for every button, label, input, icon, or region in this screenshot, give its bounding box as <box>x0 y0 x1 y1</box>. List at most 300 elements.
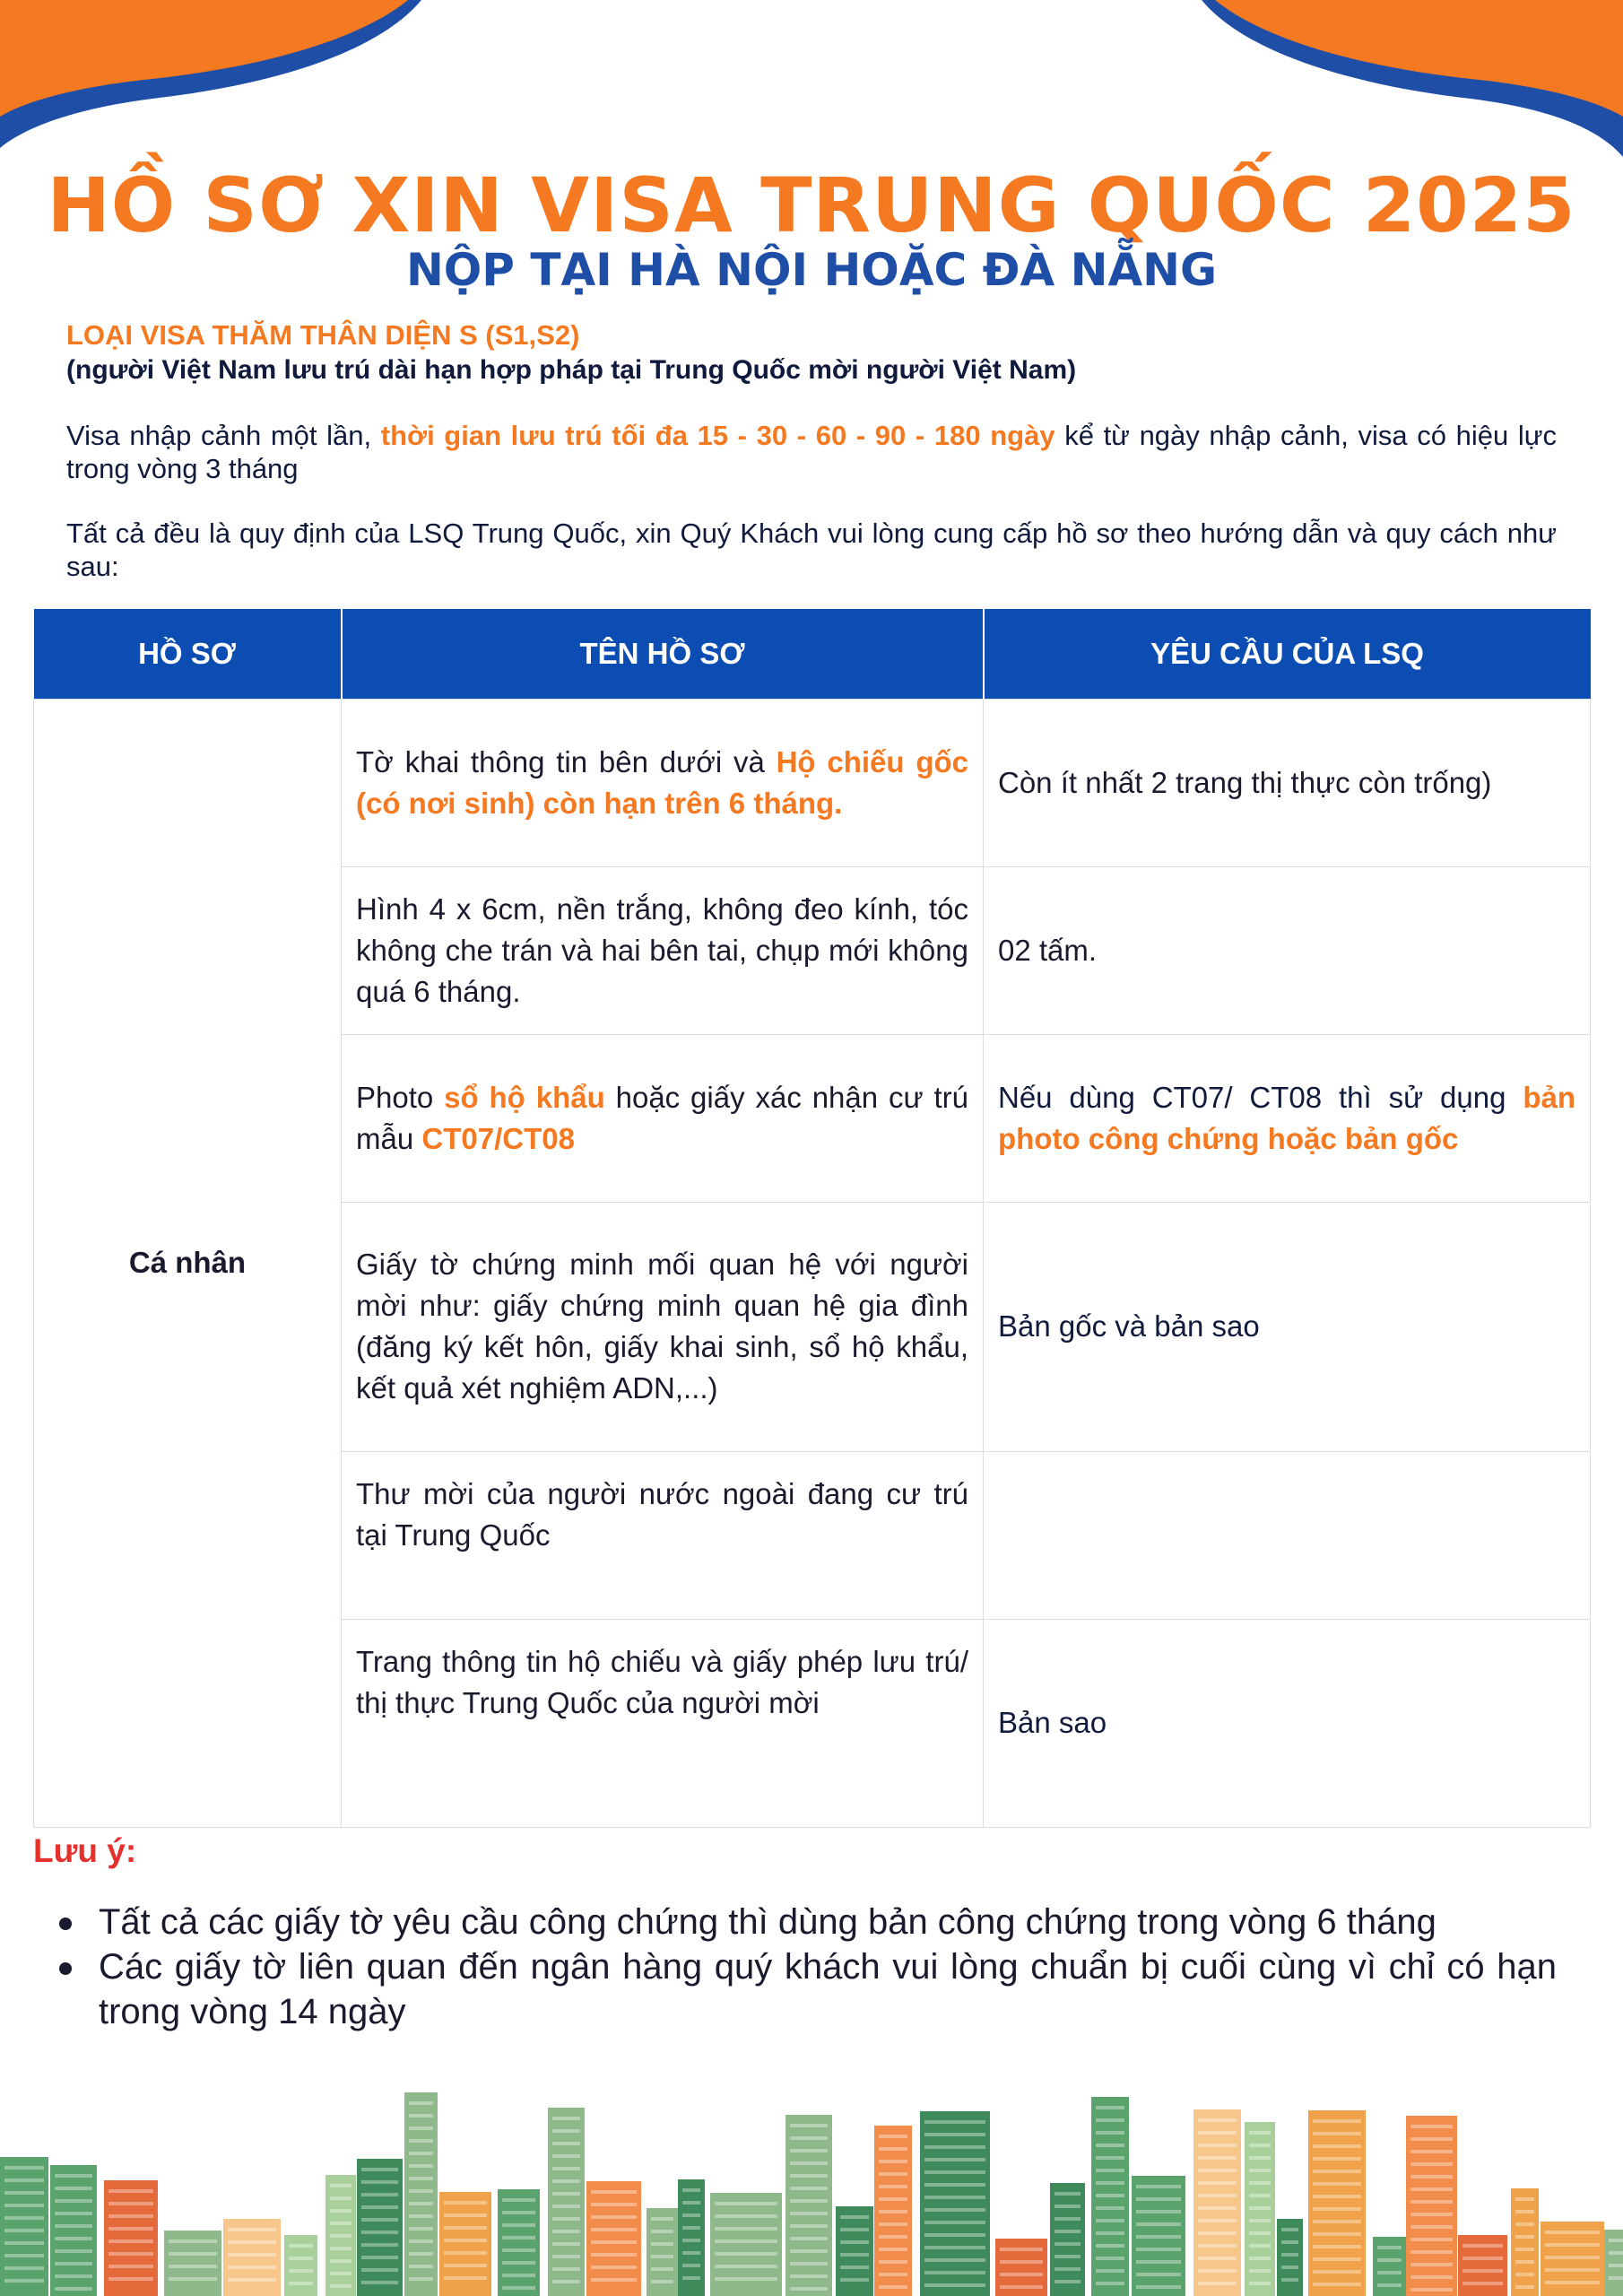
skyline-window <box>1096 2257 1124 2260</box>
skyline-window <box>591 2240 637 2244</box>
skyline-window <box>409 2152 433 2155</box>
skyline-window <box>55 2287 92 2291</box>
skyline-window <box>1281 2253 1298 2257</box>
requirement-text: Nếu dùng CT07/ CT08 thì sử dụng <box>998 1080 1523 1114</box>
skyline-window <box>924 2246 985 2249</box>
skyline-window <box>790 2287 828 2291</box>
skyline-window <box>1198 2244 1237 2248</box>
skyline-window <box>840 2215 869 2219</box>
list-item: Các giấy tờ liên quan đến ngân hàng quý khách vui lòng chuẩn bị cuối cùng vì chỉ có hạn trong vòng 14 ngày <box>54 1944 1557 2034</box>
skyline-window <box>1410 2175 1453 2179</box>
skyline-window <box>169 2239 217 2243</box>
skyline-window <box>502 2236 535 2239</box>
skyline-window <box>715 2252 777 2256</box>
skyline-window <box>715 2214 777 2218</box>
skyline-window <box>1198 2231 1237 2235</box>
skyline-window <box>879 2260 907 2264</box>
doc-name-period: . <box>834 786 843 820</box>
skyline-window <box>840 2240 869 2244</box>
skyline-window <box>552 2267 580 2271</box>
skyline-window <box>1462 2269 1503 2273</box>
skyline-window <box>1096 2244 1124 2248</box>
skyline-window <box>55 2212 92 2215</box>
list-item: Tất cả các giấy tờ yêu cầu công chứng thì dùng bản công chứng trong vòng 6 tháng <box>54 1900 1557 1944</box>
skyline-window <box>330 2222 352 2225</box>
skyline-window <box>228 2253 276 2257</box>
skyline-window <box>55 2224 92 2228</box>
city-skyline-illustration <box>0 2081 1623 2296</box>
skyline-window <box>409 2277 433 2281</box>
skyline-window <box>790 2237 828 2240</box>
skyline-window <box>1377 2246 1402 2249</box>
skyline-window <box>552 2242 580 2246</box>
skyline-window <box>444 2276 487 2280</box>
notes-title: Lưu ý: <box>33 1832 137 1869</box>
skyline-window <box>444 2264 487 2267</box>
skyline-window <box>1096 2231 1124 2235</box>
skyline-window <box>682 2264 700 2267</box>
skyline-window <box>1055 2255 1081 2258</box>
doc-name-text: hoặc giấy xác nhận cư trú mẫu <box>356 1080 968 1155</box>
skyline-window <box>1545 2231 1600 2234</box>
skyline-window <box>361 2193 398 2196</box>
skyline-window <box>4 2229 44 2232</box>
skyline-window <box>879 2135 907 2138</box>
skyline-window <box>1249 2231 1271 2235</box>
skyline-window <box>552 2154 580 2158</box>
skyline-window <box>1198 2194 1237 2197</box>
skyline-window <box>840 2278 869 2282</box>
skyline-window <box>715 2265 777 2268</box>
skyline-window <box>1515 2235 1534 2239</box>
skyline-window <box>552 2205 580 2208</box>
skyline-window <box>1249 2181 1271 2185</box>
skyline-window <box>1249 2269 1271 2273</box>
skyline-window <box>924 2221 985 2224</box>
skyline-window <box>715 2277 777 2281</box>
skyline-window <box>1198 2282 1237 2285</box>
skyline-window <box>361 2218 398 2222</box>
skyline-window <box>1136 2285 1181 2289</box>
skyline-window <box>1198 2257 1237 2260</box>
skyline-building <box>498 2189 540 2296</box>
skyline-window <box>790 2224 828 2228</box>
skyline-window <box>1096 2144 1124 2147</box>
skyline-window <box>591 2266 637 2269</box>
skyline-window <box>715 2227 777 2231</box>
skyline-window <box>4 2241 44 2245</box>
requirement-cell: Bản gốc và bản sao <box>984 1202 1591 1451</box>
skyline-window <box>1198 2206 1237 2210</box>
skyline-window <box>682 2188 700 2192</box>
doc-name-highlight: CT07/CT08 <box>421 1121 575 1155</box>
requirement-cell: Còn ít nhất 2 trang thị thực còn trống) <box>984 699 1591 866</box>
skyline-window <box>790 2124 828 2127</box>
skyline-window <box>1000 2285 1043 2289</box>
skyline-window <box>552 2167 580 2170</box>
skyline-window <box>924 2208 985 2212</box>
visa-type-heading: LOẠI VISA THĂM THÂN DIỆN S (S1,S2) <box>66 319 580 351</box>
skyline-window <box>924 2283 985 2287</box>
skyline-window <box>502 2286 535 2290</box>
skyline-window <box>1136 2235 1181 2239</box>
skyline-window <box>409 2227 433 2231</box>
skyline-window <box>289 2282 313 2285</box>
skyline-window <box>108 2252 153 2256</box>
skyline-window <box>879 2172 907 2176</box>
skyline-window <box>591 2203 637 2206</box>
skyline-window <box>361 2268 398 2272</box>
skyline-window <box>879 2273 907 2276</box>
skyline-window <box>1198 2156 1237 2160</box>
skyline-window <box>879 2222 907 2226</box>
skyline-window <box>1410 2275 1453 2279</box>
skyline-window <box>1515 2260 1534 2264</box>
requirement-cell: 02 tấm. <box>984 866 1591 1034</box>
skyline-window <box>682 2251 700 2255</box>
skyline-window <box>361 2168 398 2171</box>
skyline-window <box>1410 2187 1453 2191</box>
skyline-window <box>924 2158 985 2161</box>
skyline-window <box>409 2202 433 2205</box>
skyline-window <box>682 2213 700 2217</box>
skyline-window <box>55 2262 92 2266</box>
skyline-window <box>4 2266 44 2270</box>
skyline-window <box>1096 2219 1124 2222</box>
skyline-window <box>1055 2242 1081 2246</box>
skyline-window <box>108 2227 153 2231</box>
skyline-window <box>1313 2207 1361 2211</box>
skyline-window <box>1198 2181 1237 2185</box>
skyline-building <box>1193 2109 1241 2296</box>
skyline-window <box>361 2281 398 2284</box>
skyline-window <box>552 2255 580 2258</box>
skyline-window <box>1198 2131 1237 2135</box>
skyline-window <box>682 2276 700 2280</box>
skyline-window <box>4 2166 44 2170</box>
skyline-window <box>552 2179 580 2183</box>
skyline-window <box>879 2285 907 2289</box>
skyline-window <box>790 2136 828 2140</box>
skyline-window <box>1410 2125 1453 2128</box>
skyline-window <box>1249 2131 1271 2135</box>
skyline-window <box>330 2209 352 2213</box>
skyline-window <box>591 2253 637 2257</box>
document-name-cell: Trang thông tin hộ chiếu và giấy phép lưu trú/ thị thực Trung Quốc của người mời <box>342 1619 984 1827</box>
header-decoration <box>0 0 1623 179</box>
skyline-window <box>4 2279 44 2283</box>
skyline-window <box>330 2284 352 2288</box>
skyline-window <box>591 2228 637 2231</box>
skyline-window <box>1313 2182 1361 2186</box>
skyline-window <box>840 2253 869 2257</box>
skyline-window <box>361 2256 398 2259</box>
skyline-window <box>55 2237 92 2240</box>
skyline-window <box>1515 2273 1534 2276</box>
skyline-window <box>409 2164 433 2168</box>
skyline-window <box>715 2239 777 2243</box>
skyline-window <box>1515 2222 1534 2226</box>
skyline-window <box>409 2252 433 2256</box>
page-subtitle: NỘP TẠI HÀ NỘI HOẶC ĐÀ NẴNG <box>405 244 1218 296</box>
skyline-window <box>444 2251 487 2255</box>
skyline-window <box>1198 2144 1237 2147</box>
skyline-window <box>924 2196 985 2199</box>
requirement-cell <box>984 1034 1591 1202</box>
skyline-building <box>357 2159 403 2296</box>
skyline-window <box>924 2271 985 2274</box>
skyline-window <box>1055 2205 1081 2208</box>
skyline-building <box>1373 2237 1406 2296</box>
skyline-window <box>1136 2248 1181 2251</box>
skyline-window <box>330 2184 352 2187</box>
skyline-window <box>552 2280 580 2283</box>
skyline-window <box>1313 2220 1361 2223</box>
column-header-requirement: YÊU CẦU CỦA LSQ <box>984 609 1591 699</box>
skyline-building <box>920 2111 990 2296</box>
skyline-window <box>879 2248 907 2251</box>
skyline-window <box>924 2233 985 2237</box>
skyline-window <box>1609 2264 1623 2267</box>
document-name-cell: Hình 4 x 6cm, nền trắng, không đeo kính, tóc không che trán và hai bên tai, chụp mới không quá 6 tháng. <box>342 866 984 1034</box>
skyline-window <box>444 2213 487 2217</box>
skyline-building <box>836 2206 873 2296</box>
skyline-window <box>1515 2248 1534 2251</box>
skyline-window <box>108 2265 153 2268</box>
skyline-window <box>879 2210 907 2213</box>
skyline-window <box>1055 2192 1081 2196</box>
skyline-building <box>1511 2188 1539 2296</box>
skyline-window <box>1281 2240 1298 2244</box>
skyline-window <box>1281 2228 1298 2231</box>
skyline-window <box>552 2230 580 2233</box>
skyline-window <box>108 2189 153 2193</box>
skyline-window <box>1096 2106 1124 2109</box>
skyline-window <box>591 2190 637 2194</box>
skyline-window <box>1249 2169 1271 2172</box>
skyline-window <box>1249 2144 1271 2147</box>
skyline-window <box>1313 2257 1361 2261</box>
skyline-window <box>682 2226 700 2230</box>
skyline-window <box>409 2114 433 2118</box>
skyline-window <box>108 2214 153 2218</box>
table-header-row <box>34 609 1591 699</box>
skyline-window <box>651 2267 673 2271</box>
skyline-window <box>1055 2267 1081 2271</box>
skyline-window <box>1313 2270 1361 2274</box>
skyline-window <box>552 2142 580 2145</box>
skyline-window <box>228 2266 276 2269</box>
category-cell: Cá nhân <box>34 699 342 1827</box>
skyline-window <box>879 2147 907 2151</box>
visa-validity-paragraph <box>66 419 1557 485</box>
skyline-window <box>169 2277 217 2281</box>
skyline-window <box>840 2266 869 2269</box>
skyline-window <box>1096 2156 1124 2160</box>
skyline-window <box>790 2212 828 2215</box>
skyline-window <box>1249 2206 1271 2210</box>
skyline-window <box>924 2145 985 2149</box>
skyline-window <box>879 2235 907 2239</box>
validity-text-b: kể từ ngày nhập cảnh, visa có hiệu lực trong vòng 3 tháng <box>66 420 1558 484</box>
skyline-window <box>444 2239 487 2242</box>
skyline-window <box>1313 2232 1361 2236</box>
table-row <box>34 699 1591 866</box>
skyline-building <box>1308 2110 1366 2296</box>
skyline-window <box>4 2204 44 2207</box>
skyline-window <box>108 2239 153 2243</box>
doc-name-text: Tờ khai thông tin bên dưới và <box>356 744 777 778</box>
skyline-window <box>1198 2269 1237 2273</box>
skyline-window <box>1198 2169 1237 2172</box>
skyline-window <box>289 2269 313 2273</box>
skyline-window <box>1096 2181 1124 2185</box>
skyline-window <box>1313 2170 1361 2173</box>
skyline-window <box>840 2228 869 2231</box>
skyline-window <box>1410 2200 1453 2204</box>
skyline-window <box>330 2234 352 2238</box>
skyline-window <box>552 2117 580 2120</box>
skyline-window <box>4 2179 44 2182</box>
skyline-building <box>0 2157 48 2296</box>
skyline-window <box>1096 2206 1124 2210</box>
skyline-building <box>785 2115 832 2296</box>
document-name-cell <box>342 699 984 866</box>
skyline-window <box>409 2101 433 2105</box>
skyline-window <box>1515 2197 1534 2201</box>
skyline-window <box>1096 2131 1124 2135</box>
skyline-window <box>552 2129 580 2133</box>
skyline-window <box>55 2249 92 2253</box>
skyline-window <box>1410 2162 1453 2166</box>
skyline-window <box>55 2274 92 2278</box>
skyline-window <box>1096 2194 1124 2197</box>
skyline-window <box>228 2228 276 2231</box>
skyline-window <box>1462 2282 1503 2285</box>
skyline-window <box>289 2244 313 2248</box>
document-name-cell: Giấy tờ chứng minh mối quan hệ với người mời như: giấy chứng minh quan hệ gia đình (đăng ký kết hôn, giấy khai sinh, sổ hộ khẩu, kết quả xét nghiệm ADN,...) <box>342 1202 984 1451</box>
document-name-cell: Thư mời của người nước ngoài đang cư trú tại Trung Quốc <box>342 1451 984 1619</box>
skyline-window <box>108 2202 153 2205</box>
skyline-window <box>1313 2132 1361 2135</box>
skyline-window <box>444 2201 487 2205</box>
skyline-window <box>790 2199 828 2203</box>
skyline-window <box>55 2174 92 2178</box>
skyline-window <box>502 2198 535 2202</box>
skyline-window <box>1377 2258 1402 2262</box>
skyline-window <box>409 2139 433 2143</box>
skyline-window <box>55 2199 92 2203</box>
skyline-window <box>1096 2118 1124 2122</box>
skyline-window <box>1313 2245 1361 2248</box>
skyline-window <box>1545 2243 1600 2247</box>
skyline-window <box>1249 2257 1271 2260</box>
skyline-window <box>790 2161 828 2165</box>
skyline-window <box>552 2217 580 2221</box>
skyline-window <box>651 2255 673 2258</box>
validity-text-a: Visa nhập cảnh một lần, <box>66 420 381 451</box>
validity-highlight: thời gian lưu trú tối đa 15 - 30 - 60 - 90 - 180 ngày <box>380 420 1055 451</box>
skyline-building <box>439 2192 491 2296</box>
skyline-window <box>1515 2285 1534 2289</box>
skyline-window <box>1313 2283 1361 2286</box>
skyline-window <box>1545 2256 1600 2259</box>
skyline-window <box>1000 2248 1043 2251</box>
requirement-cell <box>984 1451 1591 1619</box>
skyline-window <box>1136 2210 1181 2213</box>
skyline-window <box>502 2274 535 2277</box>
skyline-window <box>1313 2195 1361 2198</box>
skyline-window <box>289 2257 313 2260</box>
doc-name-highlight: sổ hộ khẩu <box>444 1080 605 1114</box>
skyline-window <box>108 2277 153 2281</box>
skyline-window <box>651 2230 673 2233</box>
skyline-window <box>651 2280 673 2283</box>
instruction-paragraph: Tất cả đều là quy định của LSQ Trung Quốc, xin Quý Khách vui lòng cung cấp hồ sơ theo hướng dẫn và quy cách như sau: <box>66 517 1557 582</box>
skyline-window <box>1198 2118 1237 2122</box>
skyline-window <box>502 2261 535 2265</box>
skyline-window <box>1410 2288 1453 2292</box>
requirement-highlight: bản photo công chứng hoặc bản gốc <box>998 1080 1575 1155</box>
skyline-window <box>790 2262 828 2266</box>
skyline-window <box>361 2180 398 2184</box>
skyline-window <box>444 2226 487 2230</box>
skyline-window <box>1545 2281 1600 2284</box>
skyline-window <box>1515 2210 1534 2213</box>
skyline-building <box>1050 2183 1085 2296</box>
skyline-window <box>715 2202 777 2205</box>
skyline-window <box>1462 2244 1503 2248</box>
skyline-window <box>1055 2280 1081 2283</box>
skyline-window <box>1249 2156 1271 2160</box>
skyline-window <box>4 2254 44 2257</box>
skyline-window <box>924 2183 985 2187</box>
skyline-window <box>1609 2239 1623 2242</box>
skyline-window <box>409 2265 433 2268</box>
skyline-window <box>1313 2119 1361 2123</box>
document-name-cell <box>342 1034 984 1202</box>
skyline-window <box>1000 2260 1043 2264</box>
skyline-window <box>228 2240 276 2244</box>
requirement-cell: Bản sao <box>984 1619 1591 1827</box>
skyline-window <box>1410 2225 1453 2229</box>
skyline-window <box>409 2239 433 2243</box>
skyline-window <box>1609 2276 1623 2280</box>
skyline-window <box>651 2242 673 2246</box>
skyline-window <box>1249 2194 1271 2197</box>
skyline-window <box>790 2149 828 2152</box>
skyline-window <box>1410 2150 1453 2153</box>
skyline-window <box>1096 2282 1124 2285</box>
skyline-window <box>361 2243 398 2247</box>
skyline-window <box>55 2187 92 2190</box>
skyline-window <box>682 2201 700 2205</box>
skyline-window <box>591 2215 637 2219</box>
skyline-window <box>1136 2197 1181 2201</box>
skyline-window <box>651 2217 673 2221</box>
skyline-window <box>790 2249 828 2253</box>
skyline-window <box>1198 2219 1237 2222</box>
skyline-window <box>502 2248 535 2252</box>
column-header-document-name: TÊN HỒ SƠ <box>342 609 984 699</box>
skyline-window <box>924 2170 985 2174</box>
skyline-window <box>409 2126 433 2130</box>
skyline-window <box>409 2214 433 2218</box>
skyline-window <box>591 2278 637 2282</box>
skyline-window <box>330 2259 352 2263</box>
skyline-window <box>1410 2250 1453 2254</box>
skyline-window <box>1410 2213 1453 2216</box>
